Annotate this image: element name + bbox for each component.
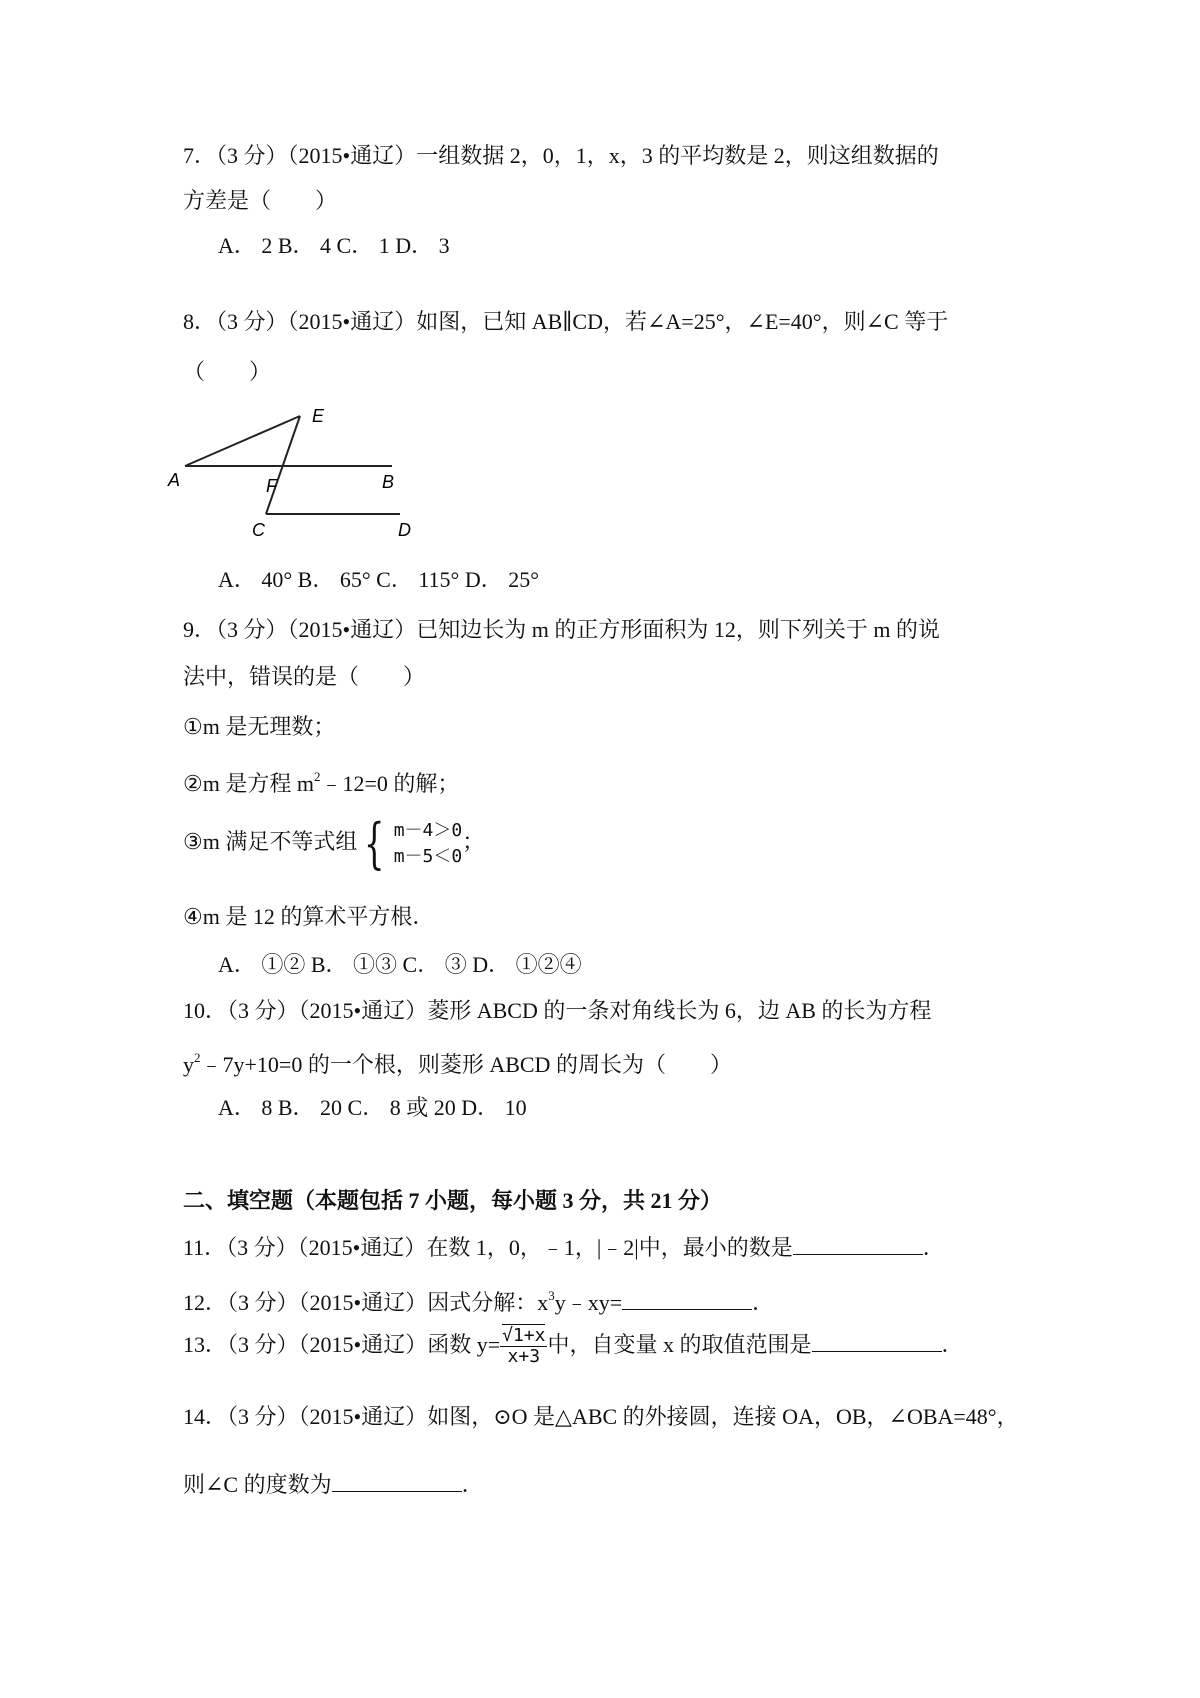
inequality-2: m－5＜0: [393, 845, 463, 867]
q8-options: A． 40° B． 65° C． 115° D． 25°: [218, 567, 539, 592]
label-C: C: [252, 520, 265, 540]
section2-heading: 二、填空题（本题包括 7 小题，每小题 3 分，共 21 分）: [183, 1188, 723, 1213]
q9-line2: 法中，错误的是（ ）: [183, 664, 426, 689]
answer-blank[interactable]: [793, 1234, 923, 1255]
q10-options: A． 8 B． 20 C． 8 或 20 D． 10: [218, 1095, 527, 1120]
q9-item2: ②m 是方程 $m^2﹣12=0$ 的解；: [183, 769, 460, 796]
q7-options: A． 2 B． 4 C． 1 D． 3: [218, 233, 450, 258]
q9-item4: ④m 是 12 的算术平方根．: [183, 904, 435, 929]
inequality-1: m－4＞0: [393, 819, 463, 841]
q10-line2: $y^2﹣7y+10=0$ 的一个根，则菱形 ABCD 的周长为（ ）: [183, 1050, 732, 1077]
q9-item3: ③m 满足不等式组 { m－4＞0 m－5＜0 ；: [183, 811, 485, 875]
q13: 13．（3 分）（2015•通辽）函数 y= $\frac{√1+x}{x+3}$ 中，自变量 x 的取值范围是 ．: [183, 1325, 964, 1368]
segment-AE: [185, 416, 300, 466]
q10-line1: 10．（3 分）（2015•通辽）菱形 ABCD 的一条对角线长为 6，边 AB 的长为方程: [183, 998, 932, 1023]
label-D: D: [398, 520, 411, 540]
q9-line1: 9．（3 分）（2015•通辽）已知边长为 m 的正方形面积为 12，则下列关于 m 的说: [183, 617, 940, 642]
fraction: [500, 1326, 547, 1367]
q9-item1: ①m 是无理数；: [183, 714, 336, 739]
q14-line1: 14．（3 分）（2015•通辽）如图，⊙O 是△ABC 的外接圆，连接 OA，OB，∠OBA=48°，: [183, 1404, 1019, 1429]
answer-blank[interactable]: [812, 1331, 942, 1352]
label-F: F: [266, 476, 277, 496]
answer-blank[interactable]: [332, 1471, 462, 1492]
q8-figure: [170, 400, 430, 550]
q7-line2: 方差是（ ）: [183, 188, 338, 213]
frac-numerator: √1+x: [502, 1325, 546, 1347]
inequality-system: { m－4＞0 m－5＜0: [364, 811, 463, 875]
q9-options: A． ①② B． ①③ C． ③ D． ①②④: [218, 952, 582, 977]
label-A: A: [168, 470, 181, 490]
frac-denominator: x+3: [507, 1346, 541, 1368]
q8-line2: （ ）: [183, 359, 272, 384]
answer-blank[interactable]: [622, 1289, 752, 1310]
q7-line1: 7．（3 分）（2015•通辽）一组数据 2，0，1，x，3 的平均数是 2，则这组数据的: [183, 143, 939, 168]
q8-line1: 8．（3 分）（2015•通辽）如图，已知 AB∥CD，若∠A=25°，∠E=40°，则∠C 等于: [183, 309, 949, 334]
q14-line2: 则∠C 的度数为 ．: [183, 1472, 484, 1497]
label-B: B: [382, 472, 395, 492]
q11: 11．（3 分）（2015•通辽）在数 1，0，﹣1，|﹣2|中，最小的数是 ．: [183, 1235, 945, 1260]
q12: 12．（3 分）（2015•通辽）因式分解：$x^3y﹣xy=$ ．: [183, 1288, 775, 1315]
label-E: E: [312, 406, 325, 426]
